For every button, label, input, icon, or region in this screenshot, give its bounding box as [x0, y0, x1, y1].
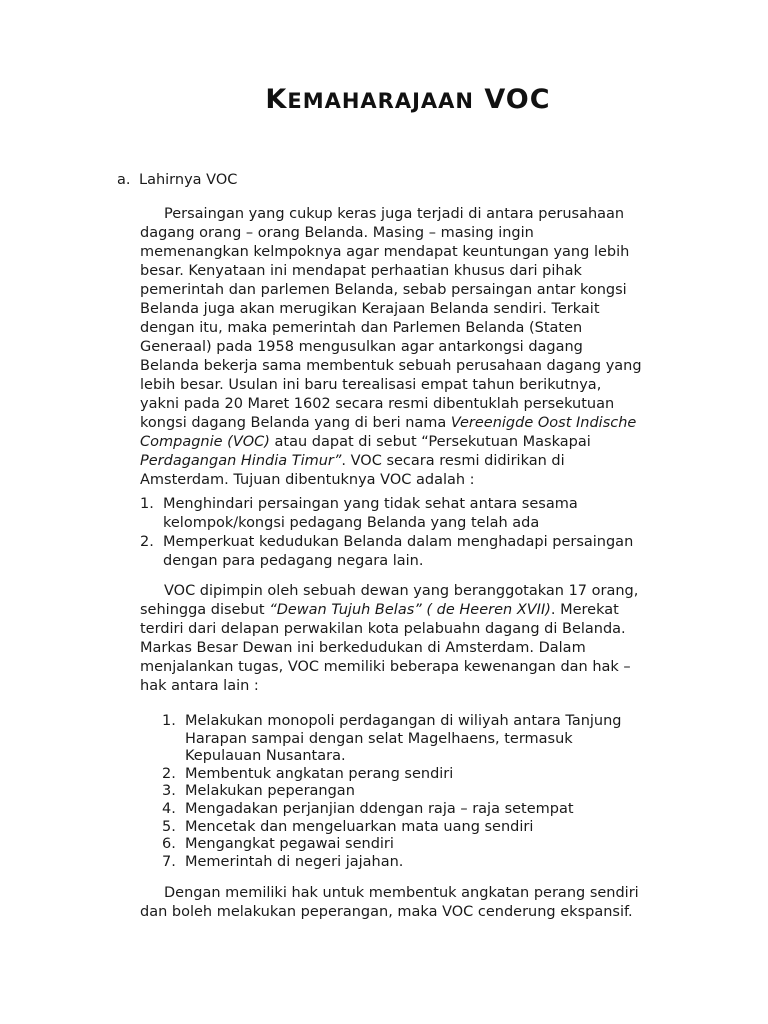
list-number: 6.	[162, 836, 176, 853]
line-text: atau dapat di sebut “Persekutuan Maskapai	[269, 434, 591, 450]
goals-list	[140, 495, 633, 571]
italic-text: Compagnie (VOC)	[140, 434, 270, 450]
line-text: Persaingan yang cukup keras juga terjadi di antara perusahaan	[164, 206, 625, 222]
paragraph-line	[140, 433, 685, 452]
paragraph-line	[140, 262, 685, 281]
paragraph-line	[140, 639, 685, 658]
list-item-text: Melakukan peperangan	[185, 783, 355, 800]
list-item	[140, 552, 633, 571]
list-number: 4.	[162, 800, 176, 817]
line-text: . Merekat	[550, 602, 619, 618]
paragraph-line	[140, 376, 685, 395]
paragraph-line	[140, 414, 685, 433]
list-item-text: Menghindari persaingan yang tidak sehat antara sesama	[163, 496, 578, 512]
list-item	[162, 766, 622, 784]
italic-text: “Dewan Tujuh Belas” ( de Heeren XVII)	[269, 602, 551, 618]
line-text: Amsterdam. Tujuan dibentuknya VOC adalah :	[140, 472, 475, 488]
title-first-letter: K	[265, 84, 288, 115]
line-text: sehingga disebut	[140, 602, 270, 618]
page-title	[0, 84, 768, 115]
line-text: Dengan memiliki hak untuk membentuk angkatan perang sendiri	[164, 885, 639, 901]
list-number: 2.	[140, 534, 154, 550]
paragraph-line	[140, 243, 685, 262]
line-text: pemerintah dan parlemen Belanda, sebab persaingan antar kongsi	[140, 282, 627, 298]
paragraph-3	[140, 884, 685, 922]
line-text: dagang orang – orang Belanda. Masing – masing ingin	[140, 225, 534, 241]
line-text: besar. Kenyataan ini mendapat perhaatian khusus dari pihak	[140, 263, 582, 279]
list-item-text: dengan para pedagang negara lain.	[163, 553, 424, 569]
list-item	[162, 731, 622, 749]
list-item	[162, 801, 622, 819]
paragraph-line	[140, 620, 685, 639]
list-item	[162, 854, 622, 872]
list-item-text: Mengadakan perjanjian ddengan raja – raja setempat	[185, 800, 574, 817]
section-heading	[117, 172, 237, 188]
line-text: dengan itu, maka pemerintah dan Parlemen Belanda (Staten	[140, 320, 583, 336]
italic-text: Perdagangan Hindia Timur”	[140, 453, 342, 469]
paragraph-line	[140, 601, 685, 620]
paragraph-line	[140, 395, 685, 414]
paragraph-line	[140, 677, 685, 696]
line-text: Markas Besar Dewan ini berkedudukan di Amsterdam. Dalam	[140, 640, 586, 656]
line-text: VOC dipimpin oleh sebuah dewan yang beranggotakan 17 orang,	[164, 583, 639, 599]
list-item	[140, 514, 633, 533]
rights-list	[162, 713, 622, 871]
list-item	[162, 783, 622, 801]
list-item	[162, 713, 622, 731]
line-text: kongsi dagang Belanda yang di beri nama	[140, 415, 451, 431]
paragraph-line	[140, 224, 685, 243]
list-item-text: Mencetak dan mengeluarkan mata uang sendiri	[185, 818, 534, 835]
list-item-text: Memperkuat kedudukan Belanda dalam menghadapi persaingan	[163, 534, 634, 550]
list-item	[162, 748, 622, 766]
list-number: 7.	[162, 853, 176, 870]
list-number: 5.	[162, 818, 176, 835]
list-item-text: Membentuk angkatan perang sendiri	[185, 765, 454, 782]
line-text: Generaal) pada 1958 mengusulkan agar antarkongsi dagang	[140, 339, 583, 355]
paragraph-line	[140, 884, 685, 903]
list-number: 2.	[162, 765, 176, 782]
italic-text: Vereenigde Oost Indische	[450, 415, 637, 431]
line-text: lebih besar. Usulan ini baru terealisasi empat tahun berikutnya,	[140, 377, 602, 393]
paragraph-line	[140, 452, 685, 471]
list-number: 1.	[140, 496, 154, 512]
line-text: memenangkan kelmpoknya agar mendapat keuntungan yang lebih	[140, 244, 630, 260]
list-item-text: Memerintah di negeri jajahan.	[185, 853, 404, 870]
paragraph-line	[140, 582, 685, 601]
list-number: 3.	[162, 783, 176, 800]
list-item-text: Harapan sampai dengan selat Magelhaens, termasuk	[185, 730, 573, 747]
line-text: Belanda juga akan merugikan Kerajaan Belanda sendiri. Terkait	[140, 301, 600, 317]
list-item-text: Mengangkat pegawai sendiri	[185, 836, 394, 853]
paragraph-line	[140, 205, 685, 224]
paragraph-line	[140, 300, 685, 319]
list-item-text: Melakukan monopoli perdagangan di wiliyah antara Tanjung	[185, 713, 622, 729]
line-text: hak antara lain :	[140, 678, 259, 694]
paragraph-line	[140, 658, 685, 677]
list-item	[162, 819, 622, 837]
title-suffix: VOC	[484, 84, 551, 115]
section-heading-text: Lahirnya VOC	[139, 172, 238, 188]
paragraph-2	[140, 582, 685, 696]
line-text: menjalankan tugas, VOC memiliki beberapa kewenangan dan hak –	[140, 659, 631, 675]
list-item-text: kelompok/kongsi pedagang Belanda yang telah ada	[163, 515, 540, 531]
list-item-text: Kepulauan Nusantara.	[185, 748, 346, 765]
paragraph-line	[140, 471, 685, 490]
list-number: 1.	[162, 713, 176, 729]
paragraph-line	[140, 903, 685, 922]
line-text: terdiri dari delapan perwakilan kota pelabuahn dagang di Belanda.	[140, 621, 626, 637]
line-text: dan boleh melakukan peperangan, maka VOC cenderung ekspansif.	[140, 904, 633, 920]
paragraph-line	[140, 319, 685, 338]
line-text: yakni pada 20 Maret 1602 secara resmi dibentuklah persekutuan	[140, 396, 615, 412]
paragraph-line	[140, 357, 685, 376]
paragraph-1	[140, 205, 685, 490]
paragraph-line	[140, 338, 685, 357]
title-small-caps: EMAHARAJAAN	[287, 89, 474, 113]
paragraph-line	[140, 281, 685, 300]
list-item	[162, 836, 622, 854]
line-text: Belanda bekerja sama membentuk sebuah perusahaan dagang yang	[140, 358, 642, 374]
line-text: . VOC secara resmi didirikan di	[341, 453, 565, 469]
list-item	[140, 533, 633, 552]
list-item	[140, 495, 633, 514]
section-letter: a.	[117, 172, 131, 188]
